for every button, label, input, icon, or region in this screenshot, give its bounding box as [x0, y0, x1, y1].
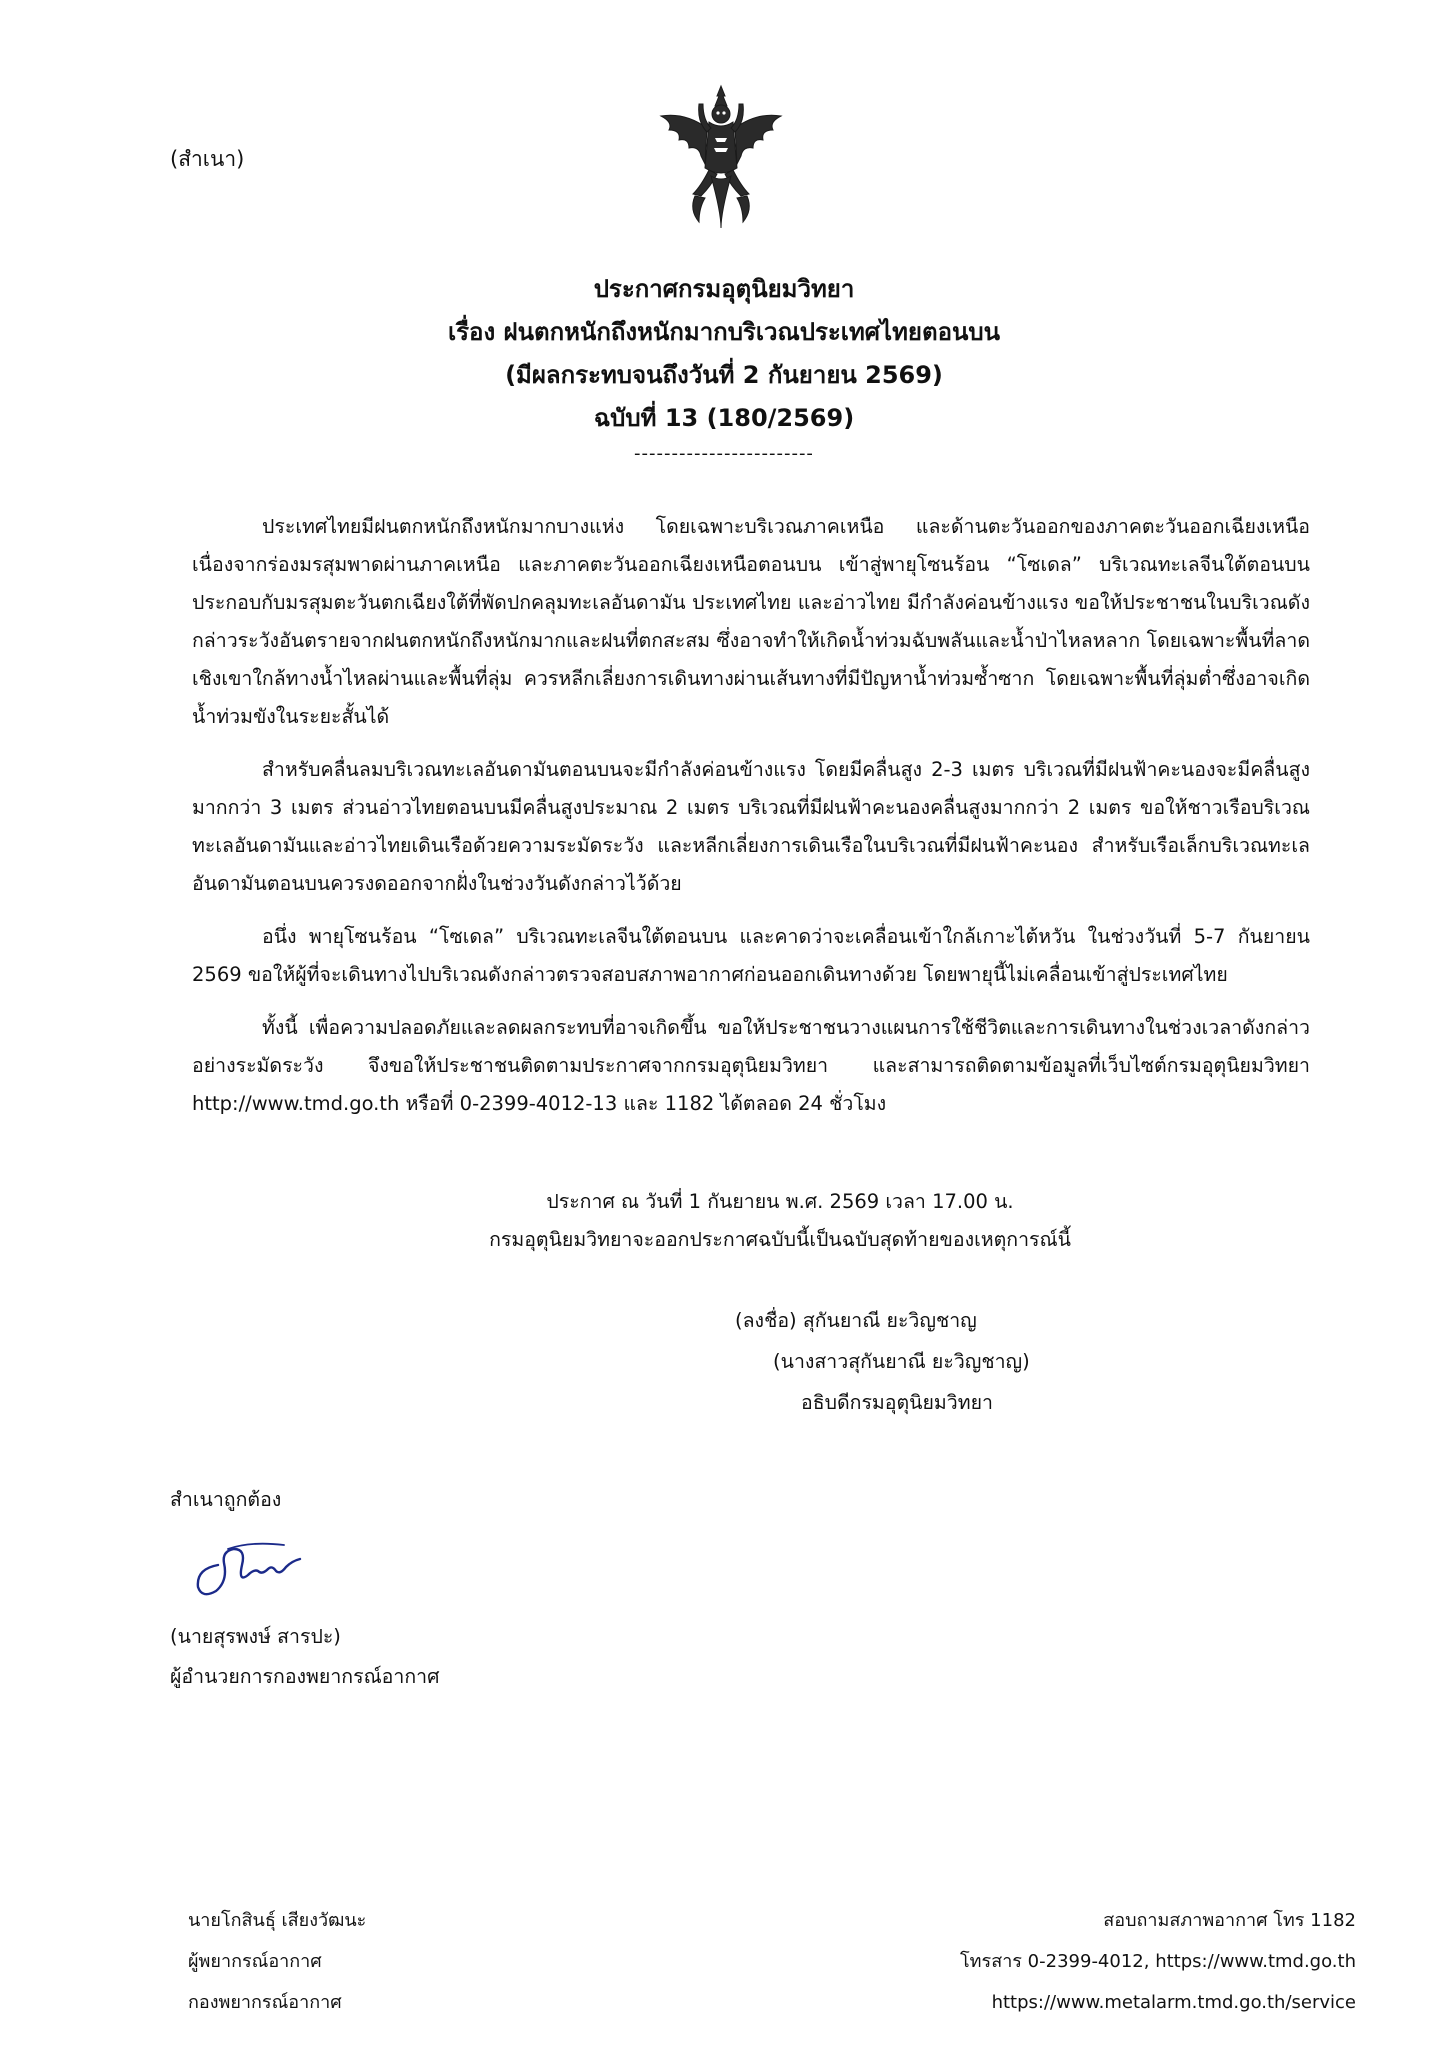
announcement-body	[192, 508, 1310, 1138]
contact-service-url: https://www.metalarm.tmd.go.th/service	[991, 1992, 1356, 2013]
signatory-block	[735, 1300, 1030, 1423]
forecaster-division: กองพยากรณ์อากาศ	[188, 1992, 342, 2013]
garuda-emblem-icon	[655, 82, 787, 232]
signatory-name: (นางสาวสุกันยาณี ยะวิญชาญ)	[773, 1350, 1030, 1373]
certifier-position: ผู้อำนวยการกองพยากรณ์อากาศ	[170, 1665, 440, 1688]
copy-mark: (สำเนา)	[170, 147, 245, 171]
final-issue-note: กรมอุตุนิยมวิทยาจะออกประกาศฉบับนี้เป็นฉบับสุดท้ายของเหตุการณ์นี้	[489, 1228, 1071, 1251]
paragraph-advice: ทั้งนี้ เพื่อความปลอดภัยและลดผลกระทบที่อาจเกิดขึ้น ขอให้ประชาชนวางแผนการใช้ชีวิตและการเดินทางในช่วงเวลาดังกล่าวอย่างระมัดระวัง จึงขอให้ประชาชนติดตามประกาศจากกรมอุตุนิยมวิทยา และสามารถติดตามข้อมูลที่เว็บไซต์กรมอุตุนิยมวิทยา http://www.tmd.go.th หรือที่ 0-2399-4012-13 และ 1182 ได้ตลอด 24 ชั่วโมง	[192, 1016, 1310, 1115]
document-subject: เรื่อง ฝนตกหนักถึงหนักมากบริเวณประเทศไทยตอนบน	[447, 318, 1001, 346]
signed-line: (ลงชื่อ) สุกันยาณี ยะวิญชาญ	[735, 1309, 977, 1332]
document-title: ประกาศกรมอุตุนิยมวิทยา	[593, 275, 855, 303]
forecaster-title: ผู้พยากรณ์อากาศ	[188, 1951, 322, 1972]
announcement-header	[280, 268, 1168, 468]
certifier-block	[170, 1617, 439, 1697]
effect-period: (มีผลกระทบจนถึงวันที่ 2 กันยายน 2569)	[505, 361, 943, 389]
announcement-date: ประกาศ ณ วันที่ 1 กันยายน พ.ศ. 2569 เวลา 17.00 น.	[546, 1190, 1014, 1213]
paragraph-storm: อนึ่ง พายุโซนร้อน “โซเดล” บริเวณทะเลจีนใต้ตอนบน และคาดว่าจะเคลื่อนเข้าใกล้เกาะไต้หวัน ในช่วงวันที่ 5-7 กันยายน 2569 ขอให้ผู้ที่จะเดินทางไปบริเวณดังกล่าวตรวจสอบสภาพอากาศก่อนออกเดินทางด้วย โดยพายุนี้ไม่เคลื่อนเข้าสู่ประเทศไทย	[192, 925, 1310, 986]
forecaster-info	[188, 1900, 366, 2023]
forecaster-name: นายโกสินธุ์ เสียงวัฒนะ	[188, 1910, 367, 1931]
handwritten-signature-icon	[188, 1535, 323, 1610]
contact-info	[960, 1900, 1356, 2023]
certifier-name: (นายสุรพงษ์ สารปะ)	[170, 1625, 341, 1648]
announcement-date-block	[420, 1183, 1140, 1259]
issue-number: ฉบับที่ 13 (180/2569)	[593, 404, 855, 432]
certified-copy-label: สำเนาถูกต้อง	[170, 1488, 282, 1511]
header-rule: ------------------------	[634, 443, 814, 464]
signatory-position: อธิบดีกรมอุตุนิยมวิทยา	[801, 1391, 993, 1414]
paragraph-rainfall: ประเทศไทยมีฝนตกหนักถึงหนักมากบางแห่ง โดยเฉพาะบริเวณภาคเหนือ และด้านตะวันออกของภาคตะวันออกเฉียงเหนือ เนื่องจากร่องมรสุมพาดผ่านภาคเหนือ และภาคตะวันออกเฉียงเหนือตอนบน เข้าสู่พายุโซนร้อน “โซเดล” บริเวณทะเลจีนใต้ตอนบน ประกอบกับมรสุมตะวันตกเฉียงใต้ที่พัดปกคลุมทะเลอันดามัน ประเทศไทย และอ่าวไทย มีกำลังค่อนข้างแรง ขอให้ประชาชนในบริเวณดังกล่าวระวังอันตรายจากฝนตกหนักถึงหนักมากและฝนที่ตกสะสม ซึ่งอาจทำให้เกิดน้ำท่วมฉับพลันและน้ำป่าไหลหลาก โดยเฉพาะพื้นที่ลาดเชิงเขาใกล้ทางน้ำไหลผ่านและพื้นที่ลุ่ม ควรหลีกเลี่ยงการเดินทางผ่านเส้นทางที่มีปัญหาน้ำท่วมซ้ำซาก โดยเฉพาะพื้นที่ลุ่มต่ำซึ่งอาจเกิดน้ำท่วมขังในระยะสั้นได้	[192, 515, 1310, 728]
paragraph-waves: สำหรับคลื่นลมบริเวณทะเลอันดามันตอนบนจะมีกำลังค่อนข้างแรง โดยมีคลื่นสูง 2-3 เมตร บริเวณที่มีฝนฟ้าคะนองจะมีคลื่นสูงมากกว่า 3 เมตร ส่วนอ่าวไทยตอนบนมีคลื่นสูงประมาณ 2 เมตร บริเวณที่มีฝนฟ้าคะนองคลื่นสูงมากกว่า 2 เมตร ขอให้ชาวเรือบริเวณทะเลอันดามันและอ่าวไทยเดินเรือด้วยความระมัดระวัง และหลีกเลี่ยงการเดินเรือในบริเวณที่มีฝนฟ้าคะนอง สำหรับเรือเล็กบริเวณทะเลอันดามันตอนบนควรงดออกจากฝั่งในช่วงวันดังกล่าวไว้ด้วย	[192, 758, 1310, 895]
contact-phone: สอบถามสภาพอากาศ โทร 1182	[1103, 1910, 1356, 1931]
contact-fax-website: โทรสาร 0-2399-4012, https://www.tmd.go.th	[960, 1951, 1356, 1972]
